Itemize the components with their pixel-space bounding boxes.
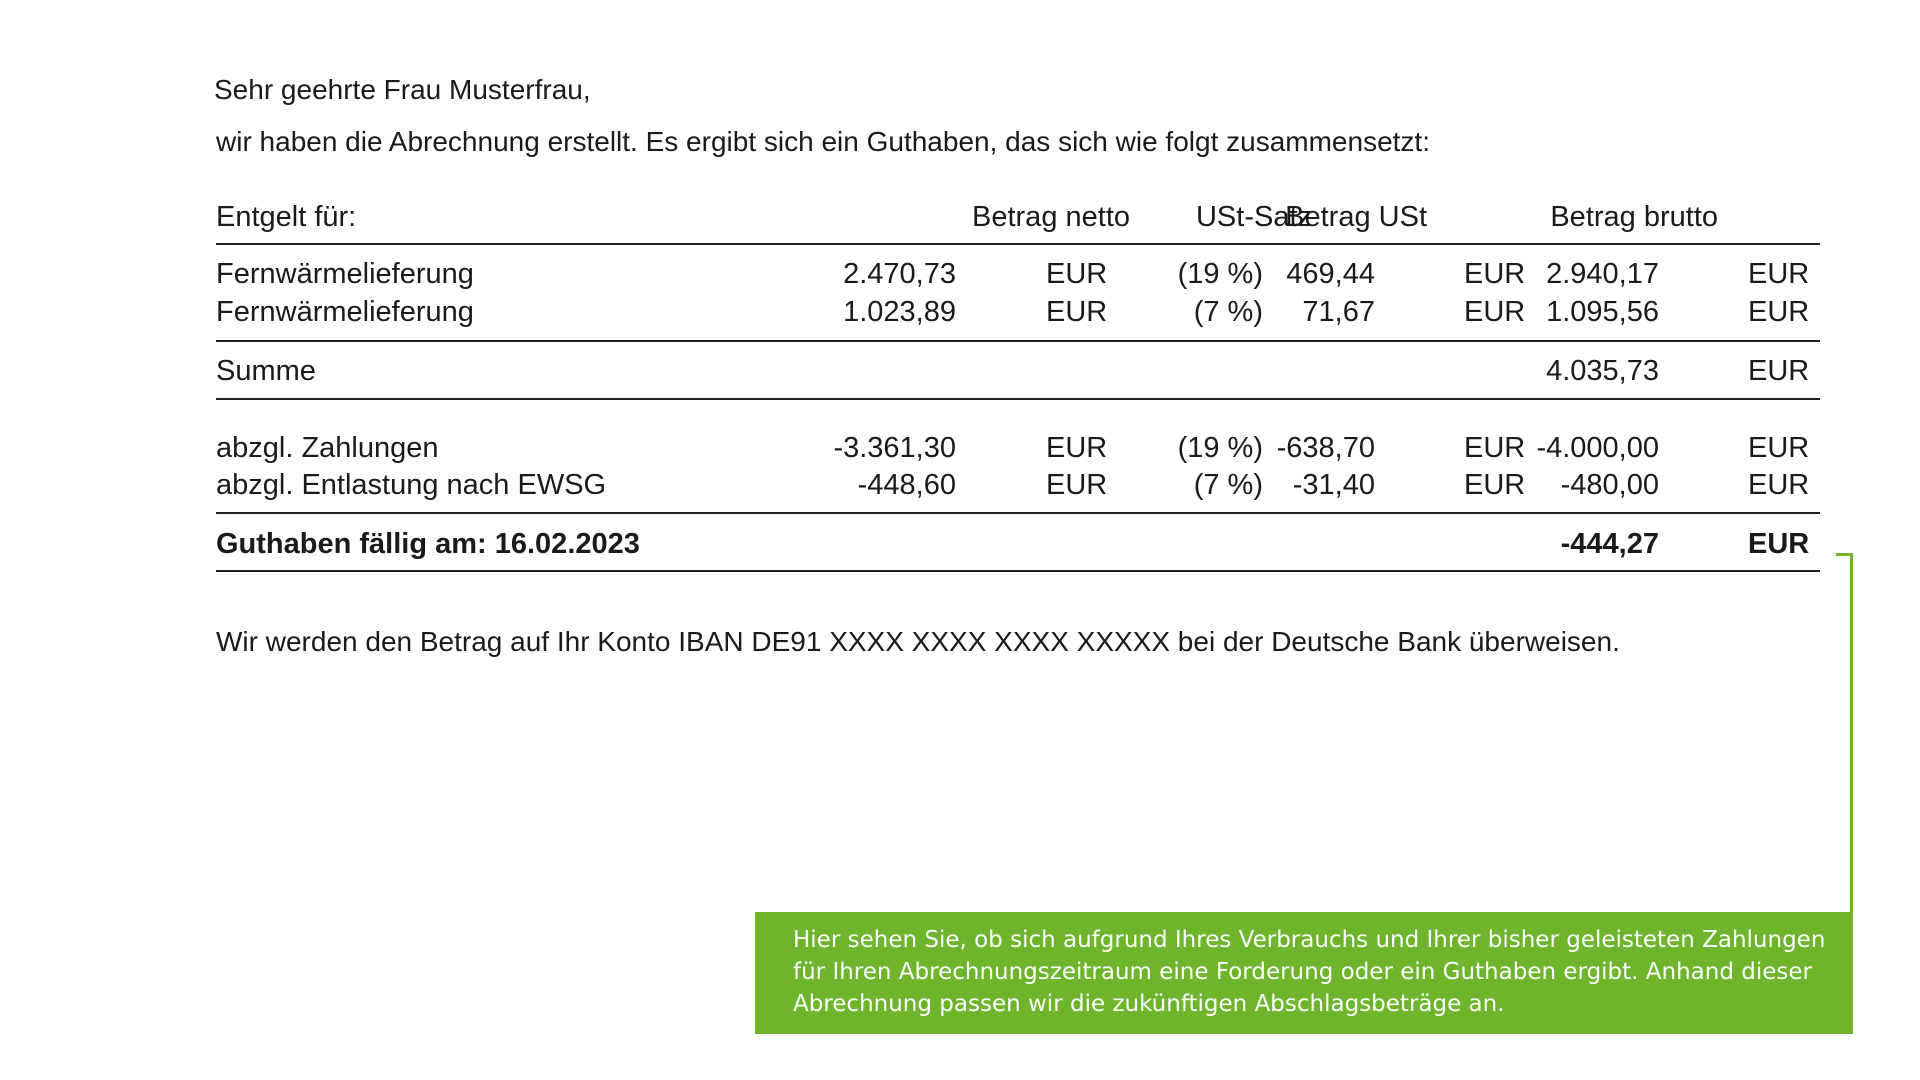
- row-label: Fernwärmelieferung: [216, 258, 474, 290]
- row-brutto: 2.940,17: [1546, 258, 1659, 290]
- sum-currency: EUR: [1748, 355, 1810, 387]
- row-ust-currency: EUR: [1464, 432, 1526, 464]
- rows-divider: [216, 340, 1820, 342]
- row-ust: -638,70: [1276, 432, 1375, 464]
- row-ust-currency: EUR: [1464, 258, 1526, 290]
- total-brutto: -444,27: [1560, 528, 1659, 560]
- row-netto-currency: EUR: [1046, 432, 1108, 464]
- total-currency: EUR: [1748, 528, 1810, 560]
- row-ust-currency: EUR: [1464, 469, 1526, 501]
- row-rate: (19 %): [1177, 432, 1263, 464]
- sum-divider: [216, 398, 1820, 400]
- callout-line: Hier sehen Sie, ob sich aufgrund Ihres Verbrauchs und Ihrer bisher geleisteten Zahlungen: [793, 927, 1826, 953]
- row-netto-currency: EUR: [1046, 296, 1108, 328]
- table-header-row: [216, 201, 1820, 239]
- sum-row: [216, 355, 1820, 393]
- row-label: abzgl. Entlastung nach EWSG: [216, 469, 607, 501]
- total-label: Guthaben fällig am: 16.02.2023: [216, 528, 640, 560]
- row-brutto-currency: EUR: [1748, 258, 1810, 290]
- row-brutto: -480,00: [1560, 469, 1659, 501]
- sum-brutto: 4.035,73: [1546, 355, 1659, 387]
- table-row: [216, 469, 1820, 507]
- table-row: [216, 258, 1820, 296]
- row-label: Fernwärmelieferung: [216, 296, 474, 328]
- row-netto-currency: EUR: [1046, 258, 1108, 290]
- callout-line: Abrechnung passen wir die zukünftigen Abschlagsbeträge an.: [793, 991, 1505, 1017]
- row-label: abzgl. Zahlungen: [216, 432, 439, 464]
- row-ust: 71,67: [1302, 296, 1375, 328]
- salutation: Sehr geehrte Frau Musterfrau,: [214, 74, 591, 105]
- header-rate: USt-Satz: [1195, 201, 1313, 233]
- row-brutto-currency: EUR: [1748, 296, 1810, 328]
- row-netto: 1.023,89: [843, 296, 956, 328]
- row-rate: (19 %): [1177, 258, 1263, 290]
- row-rate: (7 %): [1193, 296, 1263, 328]
- deductions-divider: [216, 512, 1820, 514]
- callout-connector-vertical: [1850, 553, 1853, 913]
- sum-label: Summe: [216, 355, 316, 387]
- total-row: [216, 528, 1820, 566]
- row-ust-currency: EUR: [1464, 296, 1526, 328]
- row-ust: -31,40: [1292, 469, 1375, 501]
- callout-line: für Ihren Abrechnungszeitraum eine Forderung oder ein Guthaben ergibt. Anhand dieser: [793, 959, 1812, 985]
- row-brutto: -4.000,00: [1536, 432, 1659, 464]
- header-ust: Betrag USt: [1285, 201, 1427, 233]
- row-ust: 469,44: [1286, 258, 1375, 290]
- table-row: [216, 432, 1820, 470]
- table-row: [216, 296, 1820, 334]
- row-brutto-currency: EUR: [1748, 469, 1810, 501]
- header-brutto: Betrag brutto: [1550, 201, 1718, 233]
- row-netto-currency: EUR: [1046, 469, 1108, 501]
- transfer-note: Wir werden den Betrag auf Ihr Konto IBAN DE91 XXXX XXXX XXXX XXXXX bei der Deutsche Bank überweisen.: [216, 626, 1620, 657]
- row-brutto-currency: EUR: [1748, 432, 1810, 464]
- header-divider: [216, 243, 1820, 245]
- explanation-callout: [755, 912, 1853, 1034]
- header-label: Entgelt für:: [216, 201, 357, 233]
- intro-text: wir haben die Abrechnung erstellt. Es ergibt sich ein Guthaben, das sich wie folgt zusammensetzt:: [216, 126, 1430, 157]
- row-netto: -448,60: [857, 469, 956, 501]
- row-netto: -3.361,30: [833, 432, 956, 464]
- header-netto: Betrag netto: [972, 201, 1130, 233]
- row-netto: 2.470,73: [843, 258, 956, 290]
- row-rate: (7 %): [1193, 469, 1263, 501]
- row-brutto: 1.095,56: [1546, 296, 1659, 328]
- total-divider: [216, 570, 1820, 572]
